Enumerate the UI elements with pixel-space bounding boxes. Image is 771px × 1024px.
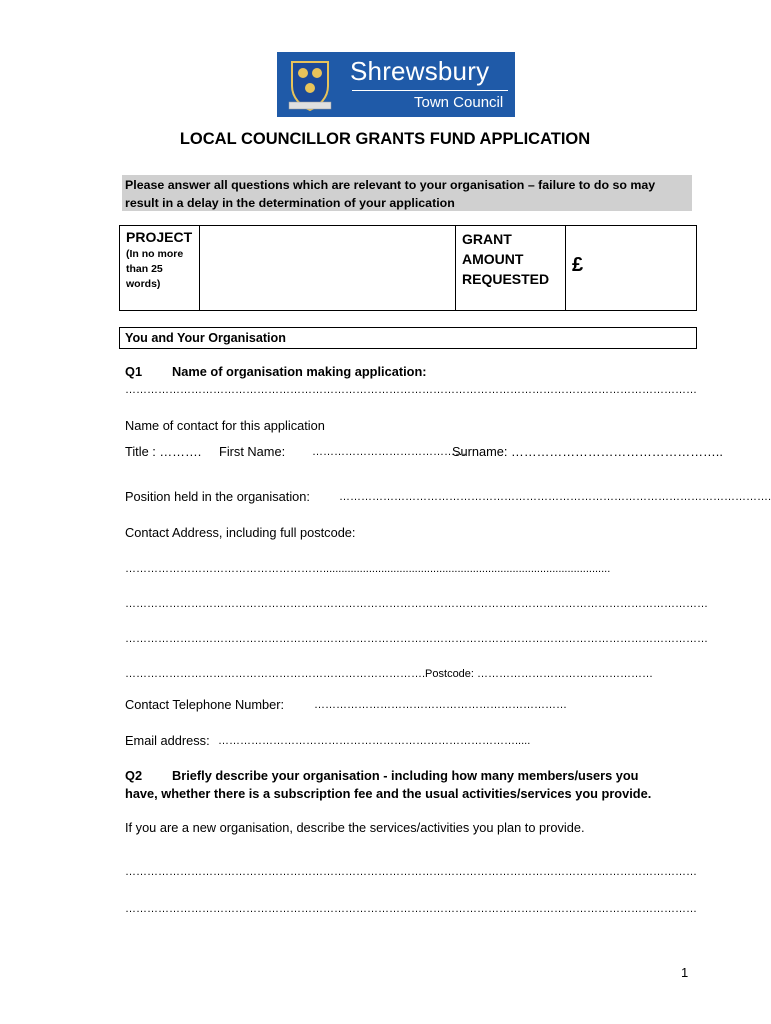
- telephone-label: Contact Telephone Number:: [125, 697, 285, 712]
- table-divider: [199, 226, 200, 310]
- address-line-2[interactable]: ……………………………………………………………………………………………………………………………………………: [125, 598, 708, 610]
- logo-subtitle: Town Council: [414, 94, 504, 111]
- surname-field[interactable]: Surname: …………………………………………..: [452, 444, 723, 459]
- position-field[interactable]: ……………………………………………………………………………………………………….: [339, 491, 771, 503]
- currency-symbol: £: [572, 254, 584, 276]
- email-label: Email address:: [125, 733, 210, 748]
- q2-question-line2: have, whether there is a subscription fee and the usual activities/services you provide.: [125, 786, 652, 801]
- q2-question-line1: Briefly describe your organisation - including how many members/users you: [172, 768, 639, 783]
- title-field[interactable]: Title : ……….: [125, 444, 202, 459]
- q2-answer-line-2[interactable]: …………………………………………………………………………………………………………………………………………: [125, 903, 697, 915]
- project-word-limit: (In no more than 25 words): [126, 248, 184, 290]
- email-field[interactable]: ……………………………………………………………………….....: [218, 735, 531, 747]
- grant-amount-label: GRANT AMOUNT REQUESTED: [462, 231, 550, 287]
- first-name-label: First Name:: [219, 444, 286, 459]
- section-header: You and Your Organisation: [119, 327, 697, 349]
- table-divider: [565, 226, 566, 310]
- project-table: [119, 225, 697, 311]
- telephone-field[interactable]: ……………………………………………………………: [314, 699, 567, 711]
- address-line-3[interactable]: ……………………………………………………………………………………………………………………………………………: [125, 633, 708, 645]
- table-divider: [455, 226, 456, 310]
- council-crest-icon: [287, 58, 333, 112]
- q1-question: Name of organisation making application:: [172, 364, 427, 379]
- address-label: Contact Address, including full postcode:: [125, 525, 356, 540]
- address-line-1[interactable]: ………………………………………………..............................................................................................: [125, 563, 611, 575]
- new-organisation-prompt: If you are a new organisation, describe the services/activities you plan to provide.: [125, 820, 585, 835]
- contact-name-label: Name of contact for this application: [125, 418, 325, 433]
- logo-title: Shrewsbury: [350, 56, 490, 86]
- page-title: LOCAL COUNCILLOR GRANTS FUND APPLICATION: [179, 130, 591, 148]
- q1-number: Q1: [125, 364, 143, 379]
- q2-answer-line-1[interactable]: …………………………………………………………………………………………………………………………………………: [125, 866, 697, 878]
- position-label: Position held in the organisation:: [125, 489, 310, 504]
- project-label: PROJECT: [126, 229, 193, 245]
- q2-number: Q2: [125, 768, 143, 783]
- page-number: 1: [681, 965, 689, 980]
- logo-divider: [352, 90, 508, 91]
- instructions-note: Please answer all questions which are relevant to your organisation – failure to do so may result in a delay in the determination of your application: [122, 175, 692, 211]
- first-name-field[interactable]: ……………………………………: [312, 446, 466, 458]
- grant-amount-field[interactable]: [590, 227, 694, 309]
- project-description-field[interactable]: [201, 227, 453, 309]
- address-postcode-line[interactable]: ……………………………………………………………………….Postcode: …………………………………………: [125, 668, 654, 680]
- organisation-name-field[interactable]: …………………………………………………………………………………………………………………………………………: [125, 384, 697, 396]
